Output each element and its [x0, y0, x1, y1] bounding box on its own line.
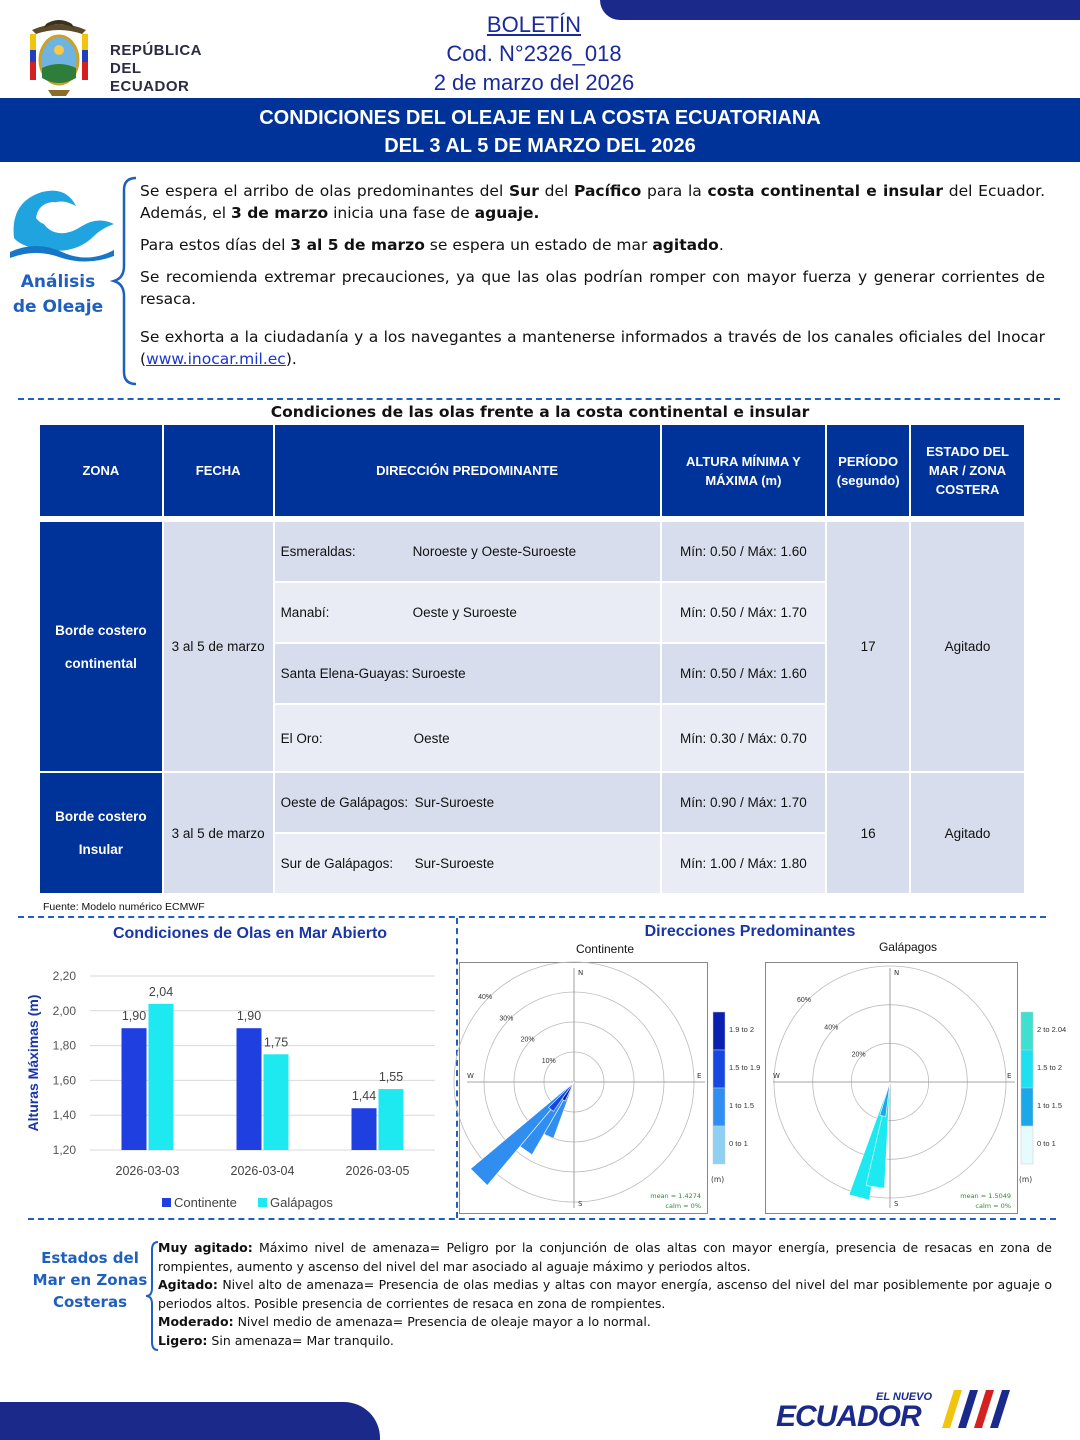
rose-ring-label: 10% [541, 1057, 556, 1065]
rose-frame [460, 963, 708, 1214]
legend-bin-label: 1 to 1.5 [1037, 1101, 1063, 1110]
direction-cell: Santa Elena-Guayas: Suroeste [274, 643, 661, 704]
inocar-link[interactable]: www.inocar.mil.ec [146, 350, 286, 368]
header-periodo: PERÍODO (segundo) [826, 424, 910, 517]
footer-decor-bar [0, 1402, 380, 1440]
bulletin-date: 2 de marzo del 2026 [433, 70, 635, 95]
direction-cell: Oeste de Galápagos: Sur-Suroeste [274, 772, 661, 833]
table-row [39, 521, 1025, 582]
header-zona: ZONA [39, 424, 163, 517]
compass-s: S [578, 1200, 583, 1208]
data-label: 1,55 [378, 1070, 404, 1085]
x-tick-label: 2026-03-05 [345, 1164, 410, 1178]
bulletin-title: BOLETÍN [486, 12, 582, 37]
rose-ring-label: 40% [824, 1024, 839, 1032]
bar-galapagos [149, 1004, 174, 1150]
analysis-paragraph-2: Para estos días del 3 al 5 de marzo se espera un estado de mar agitado. [140, 236, 724, 254]
state-item: Agitado: Nivel alto de amenaza= Presencia de olas medias y altas con mayor energía, ascenso del nivel del mar posiblemente por aguaje o periodos altos. Posible presencia de corrientes de resaca en zona de rompientes. [158, 1277, 1052, 1311]
y-axis-label: Alturas Máximas (m) [25, 994, 41, 1132]
legend-bin-label: 1.5 to 1.9 [729, 1063, 761, 1072]
compass-e: E [697, 1072, 702, 1080]
main-title-line-2: DEL 3 AL 5 DE MARZO DEL 2026 [384, 135, 696, 157]
legend-swatch [162, 1198, 171, 1207]
states-label-line-1: Estados del [41, 1249, 139, 1267]
altura-cell: Mín: 1.00 / Máx: 1.80 [661, 833, 827, 894]
wind-rose-continente [459, 962, 759, 1214]
bar-galapagos [264, 1054, 289, 1150]
data-label: 1,90 [121, 1009, 147, 1024]
main-title-line-1: CONDICIONES DEL OLEAJE EN LA COSTA ECUATORIANA [259, 107, 821, 129]
legend-swatch [1021, 1050, 1033, 1088]
coat-of-arms-icon [26, 20, 92, 96]
legend-swatch [713, 1126, 725, 1164]
bar-continente [122, 1028, 147, 1150]
analysis-label-line-2: de Oleaje [12, 297, 104, 317]
estado-cell: Agitado [910, 772, 1025, 894]
logo-big-text: ECUADOR [776, 1400, 921, 1433]
state-item: Moderado: Nivel medio de amenaza= Presencia de oleaje mayor a lo normal. [158, 1314, 651, 1329]
state-item: Muy agitado: Máximo nivel de amenaza= Peligro por la conjunción de olas altas con mayor energía, presencia de resacas en zona de rompientes, aumento y ascenso del nivel del mar asociado al aguaje máximo y periodos altos. [158, 1240, 1052, 1274]
legend-swatch [713, 1088, 725, 1126]
zona-cell: Borde costero continental [39, 521, 163, 772]
altura-cell: Mín: 0.50 / Máx: 1.60 [661, 521, 827, 582]
wind-rose-galapagos [765, 962, 1067, 1214]
divider-1 [18, 398, 1060, 400]
rose-mean-label: mean = 1.4274 [650, 1192, 701, 1200]
altura-cell: Mín: 0.30 / Máx: 0.70 [661, 704, 827, 772]
data-label: 1,75 [263, 1035, 289, 1050]
fecha-cell: 3 al 5 de marzo [163, 521, 274, 772]
y-tick-label: 1,20 [52, 1143, 76, 1157]
analysis-text [140, 180, 1045, 380]
republica-logo [18, 14, 203, 98]
rose-ring-label: 30% [499, 1015, 514, 1023]
source-note: Fuente: Modelo numérico ECMWF [43, 901, 205, 913]
legend-swatch [713, 1012, 725, 1050]
bar-chart-title: Condiciones de Olas en Mar Abierto [112, 925, 388, 942]
analysis-paragraph-4: Se exhorta a la ciudadanía y a los navegantes a mantenerse informados a través de los canales oficiales del Inocar (www.inocar.mil.ec). [140, 328, 1045, 368]
rose-ring-label: 20% [851, 1051, 866, 1059]
altura-cell: Mín: 0.50 / Máx: 1.60 [661, 643, 827, 704]
legend-swatch [1021, 1126, 1033, 1164]
analysis-paragraph-3: Se recomienda extremar precauciones, ya que las olas podrían romper con mayor fuerza y generar corrientes de resaca. [140, 268, 1045, 308]
legend-swatch [1021, 1012, 1033, 1050]
data-label: 1,90 [236, 1009, 262, 1024]
legend-unit: (m) [1019, 1175, 1033, 1184]
wave-conditions-table [38, 423, 1026, 895]
zona-cell: Borde costero Insular [39, 772, 163, 894]
legend-entry: Continente [174, 1195, 237, 1210]
rose-mean-label: mean = 1.5049 [960, 1192, 1011, 1200]
y-tick-label: 1,40 [52, 1108, 76, 1123]
data-label: 1,44 [351, 1089, 377, 1104]
bulletin-header [380, 10, 688, 97]
table-header-row [39, 424, 1025, 517]
rose-galapagos-title: Galápagos [878, 940, 938, 954]
divider-3 [28, 1218, 1056, 1220]
legend-bin-label: 0 to 1 [1037, 1139, 1056, 1148]
legend-entry: Galápagos [270, 1195, 333, 1210]
rose-ring-label: 40% [478, 994, 493, 1002]
country-line-2: DEL ECUADOR [110, 60, 190, 95]
compass-s: S [894, 1200, 899, 1208]
bar-galapagos [379, 1089, 404, 1150]
table-title: Condiciones de las olas frente a la costa continental e insular [270, 403, 810, 421]
legend-bin-label: 1 to 1.5 [729, 1101, 755, 1110]
bar-chart [20, 950, 440, 1220]
bar-continente [237, 1028, 262, 1150]
rose-calm-label: calm = 0% [665, 1202, 701, 1210]
el-nuevo-ecuador-logo [772, 1382, 1022, 1434]
logo-small-text: EL NUEVO [876, 1391, 933, 1403]
x-tick-label: 2026-03-04 [230, 1164, 295, 1178]
y-tick-label: 1,80 [52, 1038, 76, 1053]
legend-swatch [258, 1198, 267, 1207]
direction-cell: Manabí: Oeste y Suroeste [274, 582, 661, 643]
legend-bin-label: 2 to 2.04 [1037, 1025, 1067, 1034]
altura-cell: Mín: 0.50 / Máx: 1.70 [661, 582, 827, 643]
brace-icon [112, 176, 140, 386]
analysis-label-line-1: Análisis [20, 272, 96, 292]
rose-continente-title: Continente [575, 942, 635, 956]
header-direccion: DIRECCIÓN PREDOMINANTE [274, 424, 661, 517]
country-line-1: REPÚBLICA [110, 42, 203, 59]
altura-cell: Mín: 0.90 / Máx: 1.70 [661, 772, 827, 833]
states-text [158, 1239, 1052, 1350]
rose-ring-label: 20% [520, 1036, 535, 1044]
legend-bin-label: 1.5 to 2 [1037, 1063, 1063, 1072]
periodo-cell: 16 [826, 772, 910, 894]
direction-cell: El Oro: Oeste [274, 704, 661, 772]
legend-unit: (m) [711, 1175, 725, 1184]
divider-2 [18, 916, 1046, 918]
divider-vertical [456, 918, 458, 1218]
direction-cell: Esmeraldas: Noroeste y Oeste-Suroeste [274, 521, 661, 582]
legend-swatch [713, 1050, 725, 1088]
header-fecha: FECHA [163, 424, 274, 517]
main-title-band [0, 98, 1080, 162]
compass-w: W [467, 1072, 474, 1080]
estado-cell: Agitado [910, 521, 1025, 772]
fecha-cell: 3 al 5 de marzo [163, 772, 274, 894]
compass-e: E [1007, 1072, 1012, 1080]
analysis-paragraph-1: Se espera el arribo de olas predominantes del Sur del Pacífico para la costa continental e insular del Ecuador. Además, el 3 de marzo inicia una fase de aguaje. [140, 182, 1045, 222]
analysis-label [0, 270, 116, 320]
x-tick-label: 2026-03-03 [115, 1164, 180, 1178]
data-label: 2,04 [148, 984, 174, 999]
legend-bin-label: 1.9 to 2 [729, 1025, 755, 1034]
y-tick-label: 1,60 [52, 1073, 76, 1088]
table-row [39, 772, 1025, 833]
bar-continente [352, 1108, 377, 1150]
bulletin-code: Cod. N°2326_018 [446, 41, 622, 66]
states-label-line-3: Costeras [52, 1293, 128, 1311]
rose-calm-label: calm = 0% [975, 1202, 1011, 1210]
states-label [28, 1247, 152, 1313]
rose-panel-title: Direcciones Predominantes [644, 923, 856, 940]
periodo-cell: 17 [826, 521, 910, 772]
legend-swatch [1021, 1088, 1033, 1126]
states-label-line-2: Mar en Zonas [32, 1271, 148, 1289]
compass-w: W [773, 1072, 780, 1080]
header-estado: ESTADO DEL MAR / ZONA COSTERA [910, 424, 1025, 517]
y-tick-label: 2,00 [52, 1003, 76, 1018]
wave-icon [6, 180, 118, 260]
state-item: Ligero: Sin amenaza= Mar tranquilo. [158, 1332, 394, 1348]
legend-bin-label: 0 to 1 [729, 1139, 748, 1148]
compass-n: N [894, 969, 900, 977]
rose-ring-label: 60% [796, 996, 811, 1004]
y-tick-label: 2,20 [52, 969, 76, 983]
header-altura: ALTURA MÍNIMA Y MÁXIMA (m) [661, 424, 827, 517]
compass-n: N [578, 969, 584, 977]
direction-cell: Sur de Galápagos: Sur-Suroeste [274, 833, 661, 894]
